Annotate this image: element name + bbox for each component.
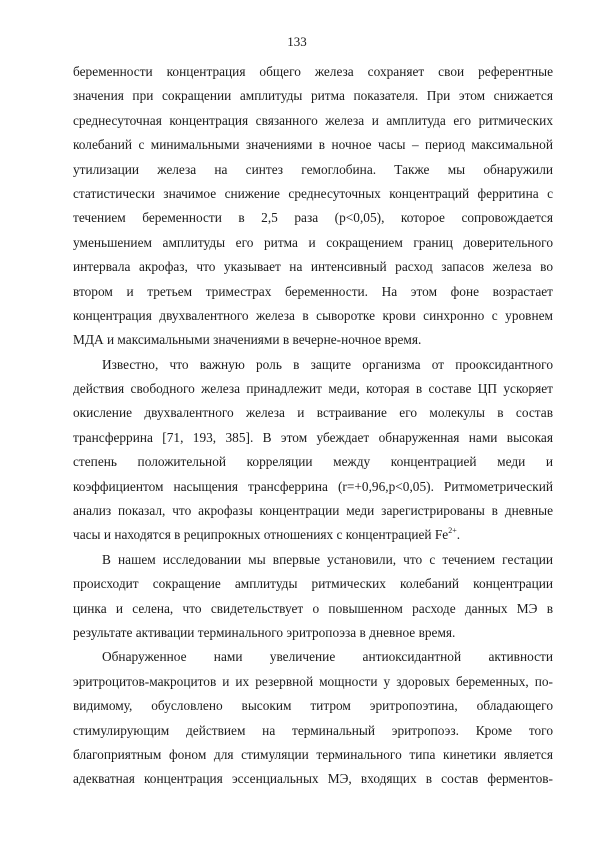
text-line-content: происходит сокращение амплитуды ритмических колебаний концентрации [73, 576, 553, 592]
text-line [73, 158, 553, 182]
text-line [73, 206, 553, 230]
text-line-content: действия свободного железа принадлежит меди, которая в составе ЦП ускоряет [73, 381, 553, 397]
text-line-content: МДА и максимальными значениями в вечерне-ночное время. [73, 332, 422, 348]
text-line-content: видимому, обусловлено высоким титром эритропоэтина, обладающего [73, 698, 553, 714]
text-line-content: часы и находятся в реципрокных отношениях с концентрацией Fe [73, 527, 449, 543]
text-line-content: Обнаруженное нами увеличение антиоксидантной активности [102, 649, 553, 665]
text-line-content: значения при сокращении амплитуды ритма показателя. При этом снижается [73, 88, 553, 104]
text-line-content: стимулирующим действием на терминальный эритропоэз. Кроме того [73, 722, 553, 738]
text-line [73, 426, 553, 450]
text-line [73, 523, 553, 547]
text-line-content: уменьшением амплитуды его ритма и сокращением границ доверительного [73, 234, 553, 250]
text-line [73, 499, 553, 523]
text-line [73, 133, 553, 157]
text-line [73, 328, 553, 352]
text-line [73, 597, 553, 621]
text-line [73, 670, 553, 694]
text-line-content: интервала акрофаз, что указывает на интенсивный расход запасов железа во [73, 259, 553, 275]
text-line [73, 719, 553, 743]
text-line [73, 182, 553, 206]
text-line-content: колебаний с минимальными значениями в ночное часы – период максимальной [73, 137, 553, 153]
text-line-content: степень положительной корреляции между концентрацией меди и [73, 454, 553, 470]
text-line [73, 84, 553, 108]
text-line [73, 743, 553, 767]
text-line-content: течением беременности в 2,5 раза (p<0,05), которое сопровождается [73, 210, 553, 226]
text-line-content: благоприятным фоном для стимуляции терминального типа кинетики является [73, 746, 553, 762]
text-line-content: статистически значимое снижение среднесуточных концентраций ферритина с [73, 185, 553, 201]
text-line [73, 572, 553, 596]
text-line [73, 450, 553, 474]
text-line-content: цинка и селена, что свидетельствует о повышенном расходе данных МЭ в [73, 600, 553, 616]
text-line-content: коэффициентом насыщения трансферрина (r=+0,96,p<0,05). Ритмометрический [73, 478, 553, 494]
text-line-content: концентрация двухвалентного железа в сыворотке крови синхронно с уровнем [73, 307, 553, 323]
text-line [73, 60, 553, 84]
text-line-content: эритроцитов-макроцитов и их резервной мощности у здоровых беременных, по- [73, 673, 553, 689]
text-line-content: беременности концентрация общего железа сохраняет свои референтные [73, 64, 553, 79]
text-line [73, 255, 553, 279]
page-number: 133 [287, 34, 307, 49]
text-line [73, 280, 553, 304]
text-line [73, 767, 553, 791]
text-line-content: анализ показал, что акрофазы концентрации меди зарегистрированы в дневные [73, 503, 553, 519]
text-line [73, 621, 553, 645]
text-line [73, 548, 553, 572]
text-line-content: трансферрина [71, 193, 385]. В этом убеждает обнаруженная нами высокая [73, 429, 553, 445]
text-line-content: втором и третьем триместрах беременности. На этом фоне возрастает [73, 283, 553, 299]
text-line [73, 353, 553, 377]
text-line-content: адекватная концентрация эссенциальных МЭ, входящих в состав ферментов- [73, 771, 553, 787]
text-line [73, 304, 553, 328]
text-line [73, 231, 553, 255]
text-line [73, 109, 553, 133]
text-line-content: окисление двухвалентного железа и встраивание его молекулы в состав [73, 405, 553, 421]
text-line [73, 645, 553, 669]
text-line [73, 401, 553, 425]
text-line-tail: . [456, 527, 461, 543]
text-line [73, 694, 553, 718]
text-line [73, 475, 553, 499]
body-text [73, 60, 553, 792]
text-line-content: утилизации железа на синтез гемоглобина. Также мы обнаружили [73, 161, 553, 177]
text-line-content: В нашем исследовании мы впервые установили, что с течением гестации [102, 551, 553, 567]
text-line [73, 377, 553, 401]
text-line-content: Известно, что важную роль в защите организма от прооксидантного [102, 356, 553, 372]
superscript-charge: 2+ [448, 526, 457, 536]
text-line-content: среднесуточная концентрация связанного железа и амплитуда его ритмических [73, 112, 553, 128]
text-line-content: результате активации терминального эритропоэза в дневное время. [73, 624, 456, 640]
